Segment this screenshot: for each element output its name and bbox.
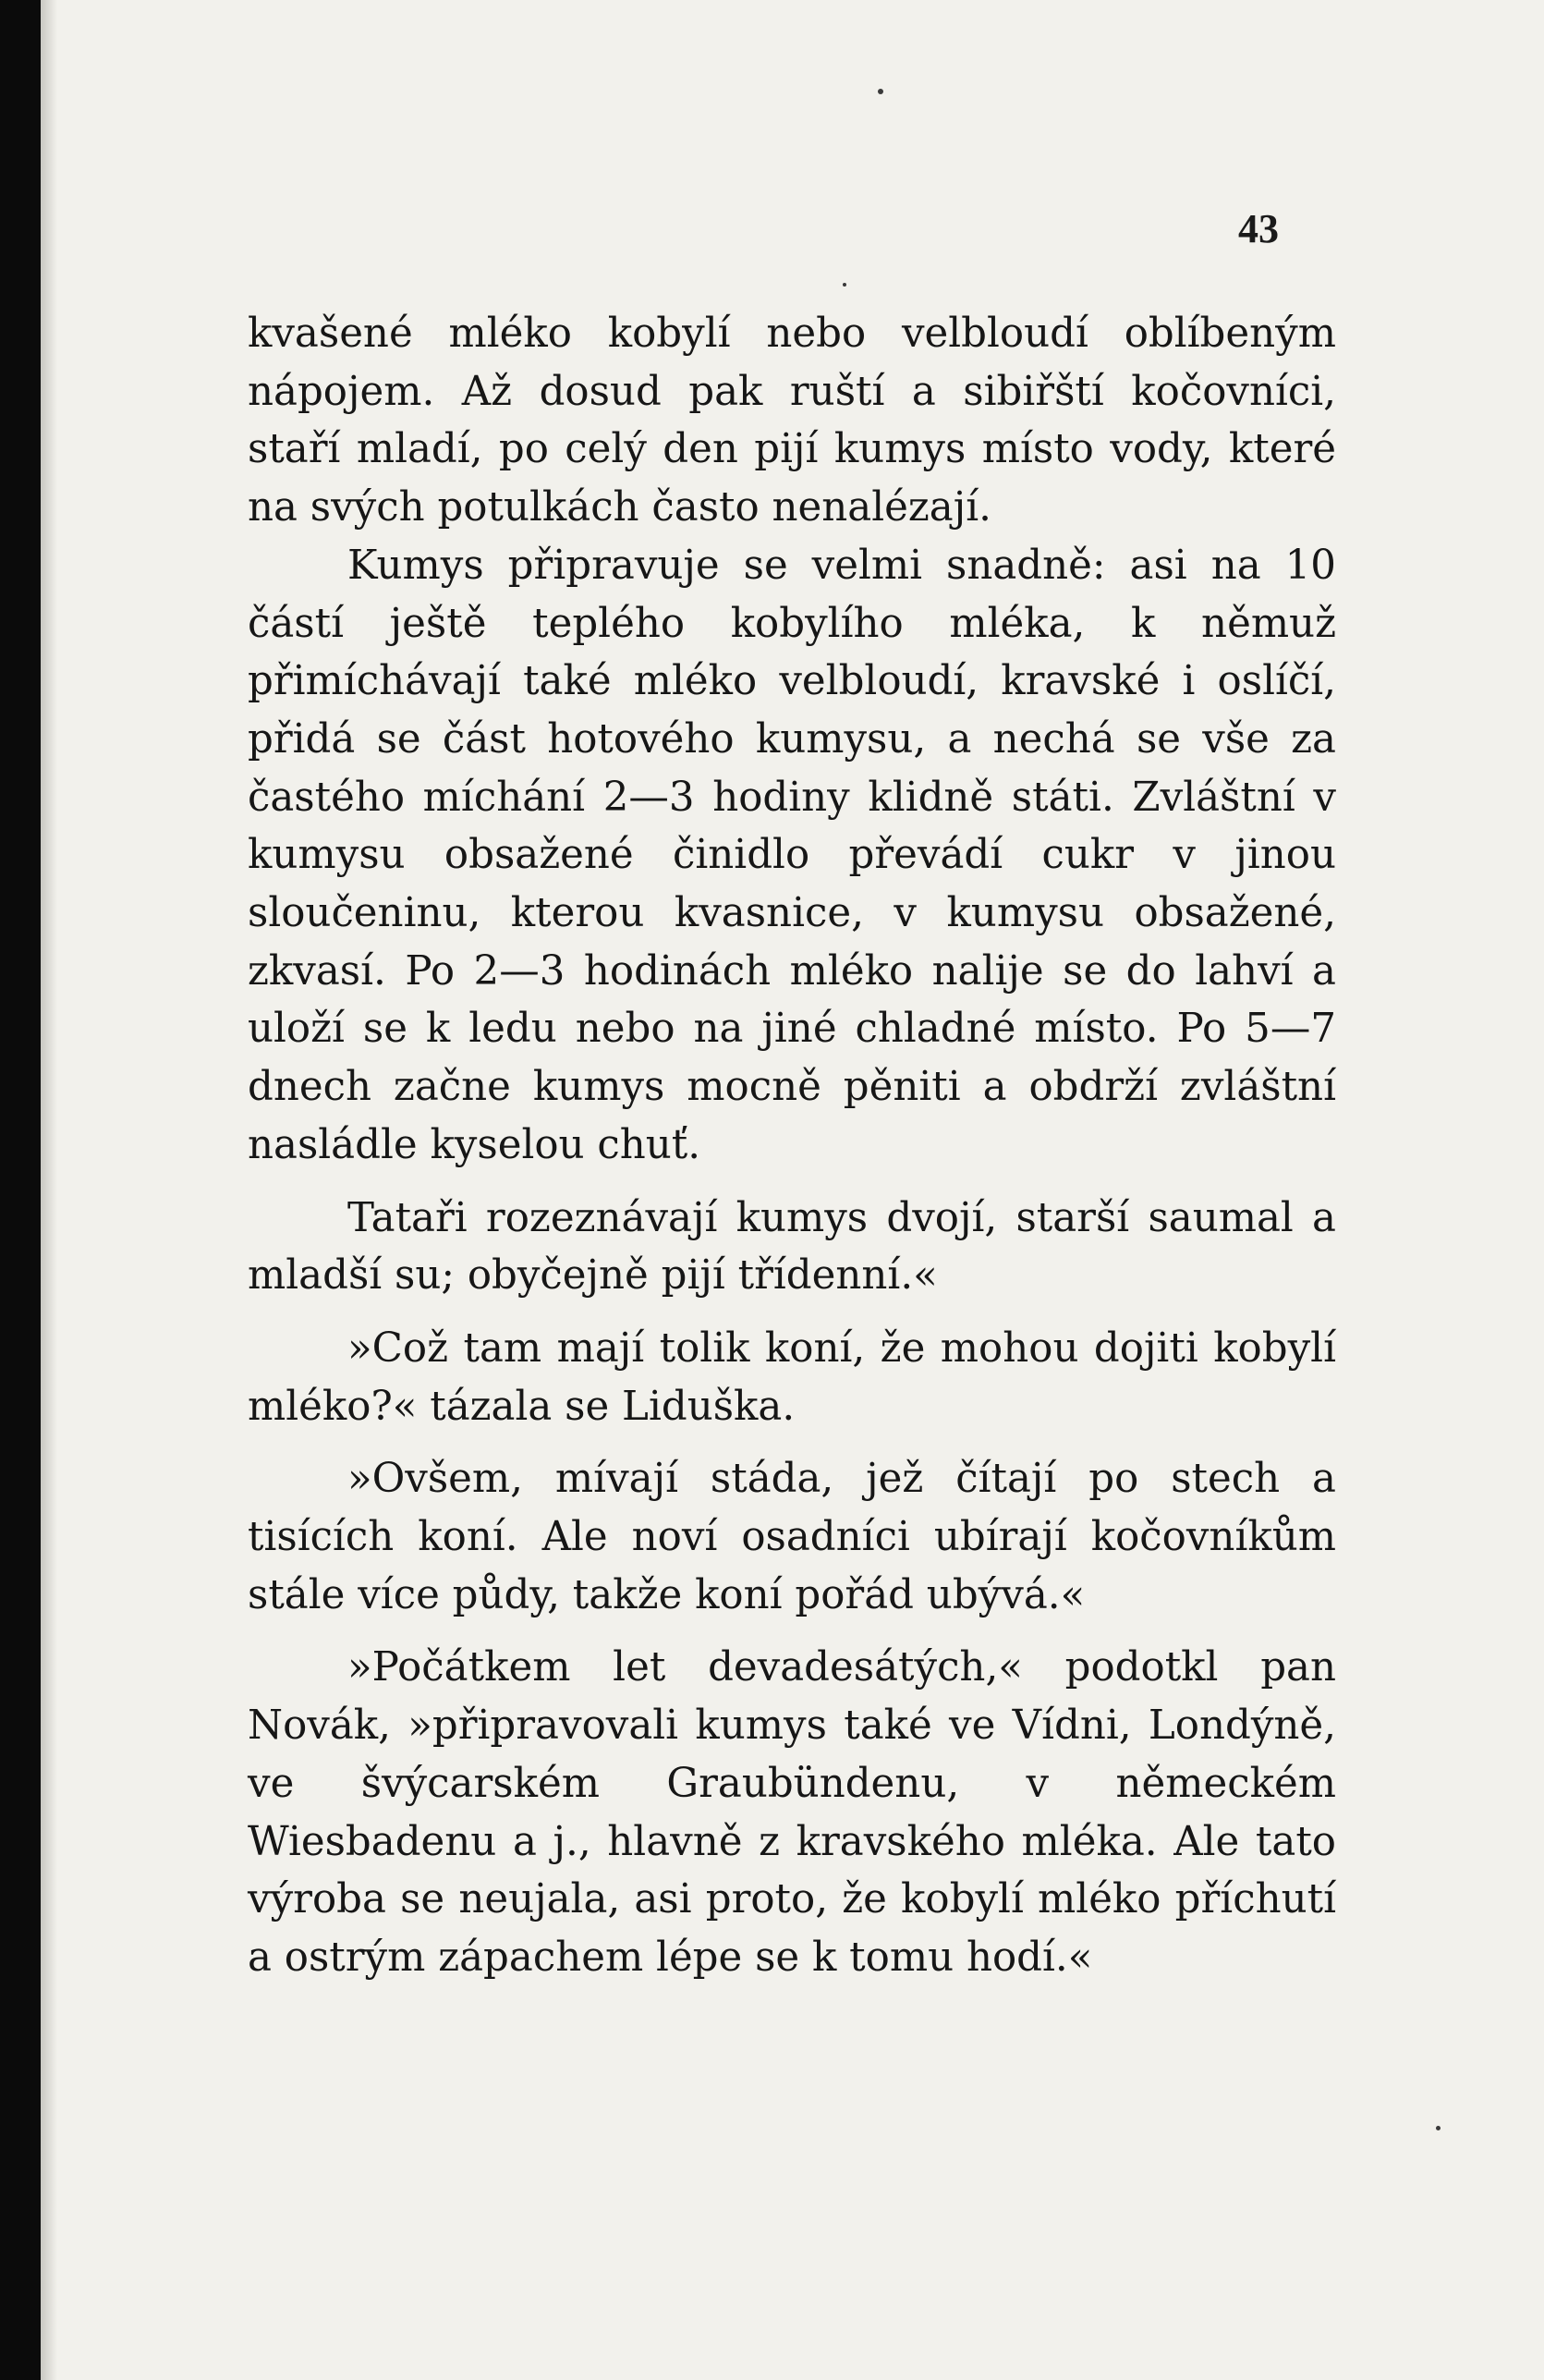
paragraph-1: kvašené mléko kobylí nebo velbloudí oblíbeným nápojem. Až dosud pak ruští a sibiřští kočovníci, staří mladí, po celý den pijí kumys místo vody, které na svých potulkách často nenalézají. bbox=[248, 311, 1336, 531]
paper-speck bbox=[843, 283, 846, 287]
paragraph-4: »Což tam mají tolik koní, že mohou dojiti kobylí mléko?« tázala se Liduška. bbox=[248, 1324, 1336, 1430]
paper-speck bbox=[878, 89, 883, 94]
paragraph-2: Kumys připravuje se velmi snadně: asi na 10 částí ještě teplého kobylího mléka, k němuž přimíchávají také mléko velbloudí, kravské i oslíčí, přidá se část hotového kumysu, a nechá se vše za častého míchání 2—3 hodiny klidně státi. Zvláštní v kumysu obsažené činidlo převádí cukr v jinou sloučeninu, kterou kvasnice, v kumysu obsažené, zkvasí. Po 2—3 hodinách mléko nalije se do lahví a uloží se k ledu nebo na jiné chladné místo. Po 5—7 dnech začne kumys mocně pěniti a obdrží zvláštní nasládle kyselou chuť. bbox=[248, 542, 1336, 1168]
paragraph-3: Tataři rozeznávají kumys dvojí, starší saumal a mladší su; obyčejně pijí třídenní.« bbox=[248, 1194, 1336, 1300]
page-number: 43 bbox=[1238, 206, 1279, 251]
paragraph-5: »Ovšem, mívají stáda, jež čítají po stech a tisících koní. Ale noví osadníci ubírají kočovníkům stále více půdy, takže koní pořád ubývá.« bbox=[248, 1456, 1336, 1618]
book-page bbox=[41, 0, 1544, 2380]
body-text bbox=[248, 305, 1336, 1987]
binding-shadow bbox=[41, 0, 57, 2380]
paper-speck bbox=[1436, 2126, 1441, 2130]
paragraph-6: »Počátkem let devadesátých,« podotkl pan Novák, »připravovali kumys také ve Vídni, Londýně, ve švýcarském Graubündenu, v německém Wiesbadenu a j., hlavně z kravského mléka. Ale tato výroba se neujala, asi proto, že kobylí mléko příchutí a ostrým zápachem lépe se k tomu hodí.« bbox=[248, 1644, 1336, 1981]
